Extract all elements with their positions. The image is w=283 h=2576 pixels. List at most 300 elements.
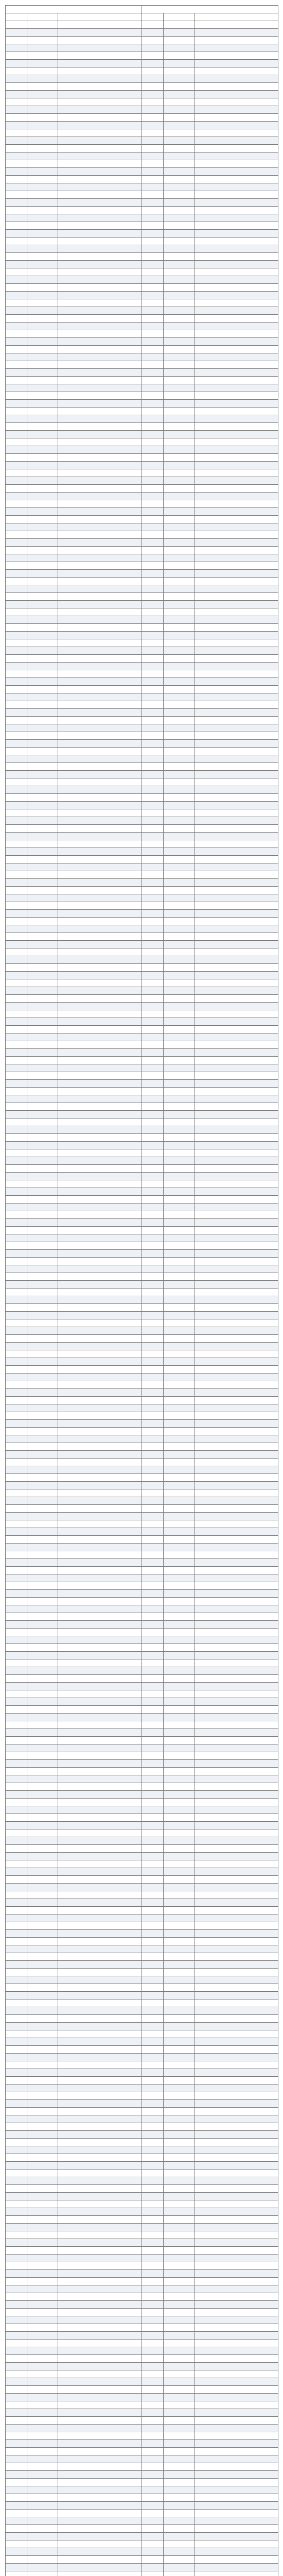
table-row [6, 539, 278, 547]
right-score-cell [164, 238, 194, 245]
left-cumulative-cell [58, 516, 142, 523]
table-row [6, 1992, 278, 1999]
right-cumulative-cell [194, 2154, 278, 2162]
right-cumulative-cell [194, 315, 278, 323]
left-score-cell [27, 2440, 58, 2448]
right-rank-cell [142, 384, 164, 392]
left-score-cell [27, 717, 58, 724]
right-cumulative-cell [194, 1938, 278, 1945]
right-rank-cell [142, 1667, 164, 1675]
left-rank-cell [6, 1312, 27, 1319]
left-score-cell [27, 238, 58, 245]
right-rank-cell [142, 152, 164, 160]
table-row [6, 1234, 278, 1242]
left-cumulative-cell [58, 176, 142, 183]
left-score-cell [27, 2030, 58, 2038]
left-cumulative-cell [58, 763, 142, 771]
right-cumulative-cell [194, 2123, 278, 2131]
right-cumulative-cell [194, 1443, 278, 1451]
right-score-cell [164, 2015, 194, 2023]
right-rank-cell [142, 1822, 164, 1829]
right-cumulative-cell [194, 2471, 278, 2479]
table-row [6, 60, 278, 67]
left-score-cell [27, 1729, 58, 1737]
table-row [6, 1219, 278, 1227]
right-rank-cell [142, 408, 164, 415]
right-score-cell [164, 1459, 194, 1466]
right-score-cell [164, 67, 194, 75]
right-rank-cell [142, 956, 164, 964]
left-score-cell [27, 2324, 58, 2332]
left-score-cell [27, 1814, 58, 1822]
table-row [6, 1574, 278, 1582]
left-rank-cell [6, 2100, 27, 2108]
table-row [6, 825, 278, 833]
left-rank-cell [6, 2463, 27, 2471]
left-rank-cell [6, 1806, 27, 1814]
left-rank-cell [6, 956, 27, 964]
right-cumulative-cell [194, 377, 278, 384]
left-score-cell [27, 755, 58, 763]
right-rank-cell [142, 2185, 164, 2193]
table-row [6, 1443, 278, 1451]
left-rank-cell [6, 253, 27, 261]
table-row [6, 717, 278, 724]
left-score-cell [27, 2077, 58, 2084]
left-cumulative-cell [58, 2154, 142, 2162]
right-cumulative-cell [194, 338, 278, 346]
left-rank-cell [6, 191, 27, 199]
right-score-cell [164, 1775, 194, 1783]
left-score-cell [27, 2332, 58, 2340]
right-rank-cell [142, 2316, 164, 2324]
left-rank-cell [6, 2015, 27, 2023]
left-rank-cell [6, 2409, 27, 2417]
left-cumulative-cell [58, 2092, 142, 2100]
right-rank-cell [142, 531, 164, 539]
table-row [6, 176, 278, 183]
table-row [6, 477, 278, 485]
right-cumulative-cell [194, 1698, 278, 1706]
table-row [6, 608, 278, 616]
left-score-cell [27, 2463, 58, 2471]
right-score-cell [164, 786, 194, 794]
right-rank-cell [142, 1443, 164, 1451]
right-cumulative-cell [194, 1064, 278, 1072]
table-row [6, 160, 278, 168]
left-cumulative-cell [58, 268, 142, 276]
table-row [6, 1010, 278, 1018]
table-row [6, 199, 278, 207]
right-rank-cell [142, 1157, 164, 1165]
right-score-cell [164, 2200, 194, 2208]
table-row [6, 168, 278, 176]
right-score-cell [164, 152, 194, 160]
left-rank-cell [6, 1729, 27, 1737]
right-rank-cell [142, 1057, 164, 1064]
right-cumulative-cell [194, 547, 278, 554]
left-score-cell [27, 1204, 58, 1211]
left-cumulative-cell [58, 330, 142, 338]
left-rank-cell [6, 2162, 27, 2170]
right-cumulative-cell [194, 207, 278, 214]
left-rank-cell [6, 724, 27, 732]
table-row [6, 1513, 278, 1520]
left-score-cell [27, 840, 58, 848]
right-score-cell [164, 987, 194, 995]
left-cumulative-cell [58, 1860, 142, 1868]
table-row [6, 2440, 278, 2448]
right-rank-cell [142, 415, 164, 423]
right-cumulative-cell [194, 384, 278, 392]
table-row [6, 83, 278, 91]
left-score-cell [27, 1574, 58, 1582]
left-cumulative-cell [58, 2448, 142, 2455]
left-score-cell [27, 415, 58, 423]
right-score-cell [164, 60, 194, 67]
left-cumulative-cell [58, 2332, 142, 2340]
right-rank-cell [142, 1783, 164, 1791]
right-rank-cell [142, 493, 164, 500]
left-rank-cell [6, 1080, 27, 1088]
left-rank-cell [6, 384, 27, 392]
table-row [6, 1976, 278, 1984]
right-cumulative-cell [194, 833, 278, 840]
left-cumulative-cell [58, 1265, 142, 1273]
left-rank-cell [6, 1899, 27, 1907]
left-score-cell [27, 1497, 58, 1505]
right-score-cell [164, 2007, 194, 2015]
table-row [6, 1404, 278, 1412]
left-rank-cell [6, 98, 27, 106]
right-rank-cell [142, 763, 164, 771]
right-rank-cell [142, 562, 164, 570]
right-rank-cell [142, 2100, 164, 2108]
right-cumulative-cell [194, 2007, 278, 2015]
right-score-cell [164, 1829, 194, 1837]
right-cumulative-cell [194, 1273, 278, 1281]
right-score-cell [164, 2216, 194, 2224]
left-cumulative-cell [58, 2401, 142, 2409]
left-score-cell [27, 2533, 58, 2540]
left-cumulative-cell [58, 1211, 142, 1219]
right-score-cell [164, 1435, 194, 1443]
table-row [6, 284, 278, 292]
right-rank-cell [142, 933, 164, 941]
right-cumulative-cell [194, 500, 278, 508]
left-rank-cell [6, 1536, 27, 1544]
left-rank-cell [6, 408, 27, 415]
right-rank-cell [142, 585, 164, 593]
right-cumulative-cell [194, 1806, 278, 1814]
right-rank-cell [142, 2231, 164, 2239]
left-rank-cell [6, 67, 27, 75]
table-row [6, 2015, 278, 2023]
left-cumulative-cell [58, 75, 142, 83]
left-rank-cell [6, 1706, 27, 1714]
right-rank-cell [142, 400, 164, 408]
left-score-cell [27, 392, 58, 400]
table-row [6, 1157, 278, 1165]
right-score-cell [164, 531, 194, 539]
left-score-cell [27, 2316, 58, 2324]
left-rank-cell [6, 809, 27, 817]
right-score-cell [164, 2131, 194, 2139]
right-cumulative-cell [194, 276, 278, 284]
right-score-cell [164, 1837, 194, 1845]
table-row [6, 925, 278, 933]
right-rank-cell [142, 75, 164, 83]
table-row [6, 1605, 278, 1613]
right-cumulative-cell [194, 369, 278, 377]
left-rank-cell [6, 1435, 27, 1443]
right-rank-cell [142, 2363, 164, 2370]
table-row [6, 2510, 278, 2517]
left-score-cell [27, 709, 58, 717]
right-cumulative-cell [194, 145, 278, 152]
right-score-cell [164, 392, 194, 400]
left-rank-cell [6, 1891, 27, 1899]
left-rank-cell [6, 840, 27, 848]
left-rank-cell [6, 2131, 27, 2139]
right-rank-cell [142, 438, 164, 446]
right-score-cell [164, 2564, 194, 2571]
right-score-cell [164, 608, 194, 616]
right-cumulative-cell [194, 856, 278, 863]
table-row [6, 1489, 278, 1497]
left-score-cell [27, 1064, 58, 1072]
right-score-cell [164, 1381, 194, 1389]
right-cumulative-cell [194, 956, 278, 964]
left-cumulative-cell [58, 261, 142, 268]
left-rank-cell [6, 369, 27, 377]
left-cumulative-cell [58, 2231, 142, 2239]
left-cumulative-cell [58, 894, 142, 902]
right-rank-cell [142, 1629, 164, 1636]
left-score-cell [27, 1675, 58, 1683]
left-rank-cell [6, 2247, 27, 2255]
left-score-cell [27, 1590, 58, 1598]
right-cumulative-cell [194, 2084, 278, 2092]
table-row [6, 1814, 278, 1822]
right-cumulative-cell [194, 408, 278, 415]
right-rank-cell [142, 2471, 164, 2479]
left-cumulative-cell [58, 608, 142, 616]
left-cumulative-cell [58, 1513, 142, 1520]
left-rank-cell [6, 547, 27, 554]
table-row [6, 423, 278, 431]
left-cumulative-cell [58, 2015, 142, 2023]
left-rank-cell [6, 276, 27, 284]
right-cumulative-cell [194, 1088, 278, 1095]
right-cumulative-cell [194, 740, 278, 748]
right-cumulative-cell [194, 230, 278, 238]
right-cumulative-cell [194, 245, 278, 253]
right-score-cell [164, 2270, 194, 2278]
left-rank-cell [6, 91, 27, 98]
left-score-cell [27, 454, 58, 462]
right-rank-cell [142, 840, 164, 848]
right-rank-cell [142, 261, 164, 268]
right-score-cell [164, 1273, 194, 1281]
left-cumulative-cell [58, 1729, 142, 1737]
table-row [6, 578, 278, 585]
right-score-cell [164, 655, 194, 663]
right-rank-cell [142, 1335, 164, 1343]
left-cumulative-cell [58, 740, 142, 748]
right-rank-cell [142, 1590, 164, 1598]
right-rank-cell [142, 1706, 164, 1714]
left-rank-cell [6, 1714, 27, 1721]
right-cumulative-cell [194, 2370, 278, 2378]
left-cumulative-cell [58, 1049, 142, 1057]
table-row [6, 2115, 278, 2123]
right-cumulative-cell [194, 1590, 278, 1598]
table-row [6, 1250, 278, 1258]
left-score-cell [27, 2262, 58, 2270]
left-score-cell [27, 477, 58, 485]
right-rank-cell [142, 894, 164, 902]
right-cumulative-cell [194, 1350, 278, 1358]
right-rank-cell [142, 686, 164, 693]
right-cumulative-cell [194, 2425, 278, 2432]
right-rank-cell [142, 2502, 164, 2510]
right-cumulative-cell [194, 1041, 278, 1049]
right-cumulative-cell [194, 979, 278, 987]
left-score-cell [27, 1381, 58, 1389]
right-score-cell [164, 1412, 194, 1420]
left-cumulative-cell [58, 1057, 142, 1064]
right-score-cell [164, 176, 194, 183]
right-cumulative-cell [194, 299, 278, 307]
right-cumulative-cell [194, 2548, 278, 2556]
table-row [6, 2502, 278, 2510]
right-cumulative-cell [194, 1837, 278, 1845]
left-rank-cell [6, 995, 27, 1003]
right-rank-cell [142, 1489, 164, 1497]
table-row [6, 253, 278, 261]
right-cumulative-cell [194, 2417, 278, 2425]
left-cumulative-cell [58, 1389, 142, 1397]
left-rank-cell [6, 152, 27, 160]
right-score-cell [164, 2092, 194, 2100]
left-cumulative-cell [58, 307, 142, 315]
table-row [6, 1142, 278, 1149]
table-row [6, 2285, 278, 2293]
right-cumulative-cell [194, 2540, 278, 2548]
right-cumulative-cell [194, 1636, 278, 1644]
left-rank-cell [6, 2177, 27, 2185]
right-score-cell [164, 1389, 194, 1397]
right-score-cell [164, 1204, 194, 1211]
right-rank-cell [142, 1428, 164, 1435]
right-score-cell [164, 1698, 194, 1706]
right-score-cell [164, 624, 194, 632]
table-row [6, 2247, 278, 2255]
right-rank-cell [142, 1683, 164, 1690]
table-row [6, 446, 278, 454]
left-score-cell [27, 1706, 58, 1714]
left-cumulative-cell [58, 2502, 142, 2510]
left-score-cell [27, 1953, 58, 1961]
left-rank-cell [6, 1860, 27, 1868]
left-score-cell [27, 137, 58, 145]
right-cumulative-cell [194, 523, 278, 531]
left-cumulative-cell [58, 840, 142, 848]
right-rank-cell [142, 740, 164, 748]
table-row [6, 400, 278, 408]
table-row [6, 2224, 278, 2231]
left-score-cell [27, 230, 58, 238]
left-cumulative-cell [58, 1397, 142, 1404]
right-cumulative-cell [194, 2100, 278, 2108]
right-cumulative-cell [194, 183, 278, 191]
left-score-cell [27, 129, 58, 137]
table-row [6, 593, 278, 601]
left-cumulative-cell [58, 2046, 142, 2054]
right-score-cell [164, 1111, 194, 1118]
left-cumulative-cell [58, 1636, 142, 1644]
table-row [6, 1891, 278, 1899]
left-rank-cell [6, 1381, 27, 1389]
right-rank-cell [142, 1482, 164, 1489]
right-rank-cell [142, 2216, 164, 2224]
right-cumulative-cell [194, 1466, 278, 1474]
left-rank-cell [6, 894, 27, 902]
table-row [6, 1173, 278, 1180]
right-cumulative-cell [194, 1451, 278, 1459]
left-score-cell [27, 771, 58, 778]
left-score-cell [27, 1482, 58, 1489]
right-score-cell [164, 2115, 194, 2123]
left-score-cell [27, 887, 58, 894]
left-rank-cell [6, 431, 27, 438]
table-row [6, 1806, 278, 1814]
table-row [6, 1884, 278, 1891]
right-score-cell [164, 616, 194, 624]
right-rank-cell [142, 639, 164, 647]
table-row [6, 894, 278, 902]
right-rank-cell [142, 238, 164, 245]
left-score-cell [27, 2340, 58, 2347]
table-row [6, 1319, 278, 1327]
right-score-cell [164, 1489, 194, 1497]
right-score-cell [164, 964, 194, 972]
left-score-cell [27, 1667, 58, 1675]
left-rank-cell [6, 925, 27, 933]
left-rank-cell [6, 2332, 27, 2340]
right-score-cell [164, 1211, 194, 1219]
right-rank-cell [142, 2131, 164, 2139]
left-rank-cell [6, 469, 27, 477]
right-score-cell [164, 593, 194, 601]
right-cumulative-cell [194, 1196, 278, 1204]
table-row [6, 964, 278, 972]
right-score-cell [164, 2054, 194, 2061]
right-rank-cell [142, 848, 164, 856]
right-cumulative-cell [194, 1714, 278, 1721]
left-score-cell [27, 261, 58, 268]
right-score-cell [164, 2177, 194, 2185]
table-row [6, 647, 278, 655]
right-rank-cell [142, 1528, 164, 1536]
left-rank-cell [6, 1559, 27, 1567]
left-rank-cell [6, 748, 27, 755]
left-score-cell [27, 1196, 58, 1204]
left-rank-cell [6, 1412, 27, 1420]
left-score-cell [27, 160, 58, 168]
left-rank-cell [6, 2046, 27, 2054]
